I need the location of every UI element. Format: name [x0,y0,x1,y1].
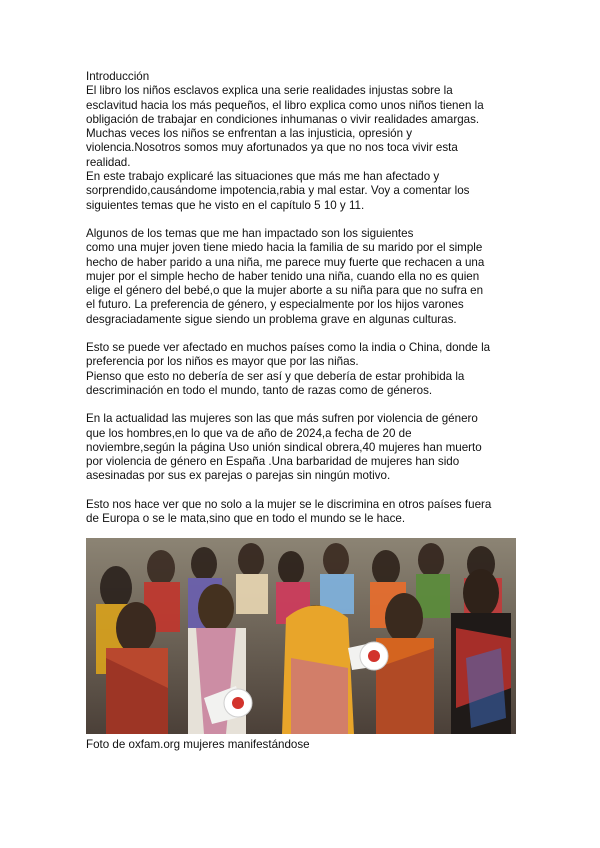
text-line: que los hombres,en lo que va de año de 2024,a fecha de 20 de [86,426,412,440]
text-line: Algunos de los temas que me han impactado son los siguientes [86,226,414,240]
intro-heading: Introducción [86,70,150,83]
text-line: preferencia por los niños es mayor que por las niñas. [86,355,359,369]
text-line: Pienso que esto no debería de ser así y que debería de estar prohibida la [86,369,465,383]
text-line: obligación de trabajar en condiciones inhumanas o vivir realidades amargas. [86,112,480,126]
text-line: asesinadas por sus ex parejas o parejas sin ningún motivo. [86,469,391,483]
text-line: En este trabajo explicaré las situaciones que más me han afectado y [86,170,440,184]
text-line: violencia.Nosotros somos muy afortunados ya que no nos toca vivir esta [86,141,458,155]
text-line: Muchas veces los niños se enfrentan a las injusticia, opresión y [86,127,413,141]
text-line: mujer por el simple hecho de haber tenido una niña, cuando ella no es quien [86,269,480,283]
text-line: de Europa o se le mata,sino que en todo el mundo se le hace. [86,512,406,526]
violence-paragraph [86,412,518,483]
text-line: esclavitud hacia los más pequeños, el libro explica como unos niños tienen la [86,98,484,112]
text-line: siguientes temas que he visto en el capítulo 5 10 y 11. [86,198,365,212]
text-line: Esto nos hace ver que no solo a la mujer se le discrimina en otros países fuera [86,497,492,511]
text-line: descriminación en todo el mundo, tanto de razas como de géneros. [86,383,433,397]
countries-paragraph [86,341,518,398]
document-body [86,70,518,526]
text-line: Esto se puede ver afectado en muchos países como la india o China, donde la [86,341,491,355]
text-line: sorprendido,causándome impotencia,rabia y mal estar. Voy a comentar los [86,184,470,198]
text-line: desgraciadamente sigue siendo un problema grave en algunas culturas. [86,312,457,326]
protest-photo [86,538,516,734]
text-line: El libro los niños esclavos explica una serie realidades injustas sobre la [86,84,453,98]
photo-caption: Foto de oxfam.org mujeres manifestándose [86,738,310,751]
text-line: hecho de haber parido a una niña, me parece muy fuerte que rechacen a una [86,255,485,269]
text-line: como una mujer joven tiene miedo hacia la familia de su marido por el simple [86,241,483,255]
text-line: En la actualidad las mujeres son las que más sufren por violencia de género [86,412,478,426]
text-line: realidad. [86,155,131,169]
text-line: noviembre,según la página Uso unión sindical obrera,40 mujeres han muerto [86,440,482,454]
impact-paragraph [86,227,518,327]
text-line: el futuro. La preferencia de género, y especialmente por los hijos varones [86,298,464,312]
text-line: elige el género del bebé,o que la mujer aborte a su niña para que no sufra en [86,284,484,298]
intro-paragraph [86,70,518,213]
text-line: por violencia de género en España .Una barbaridad de mujeres han sido [86,455,460,469]
conclusion-paragraph [86,498,518,527]
